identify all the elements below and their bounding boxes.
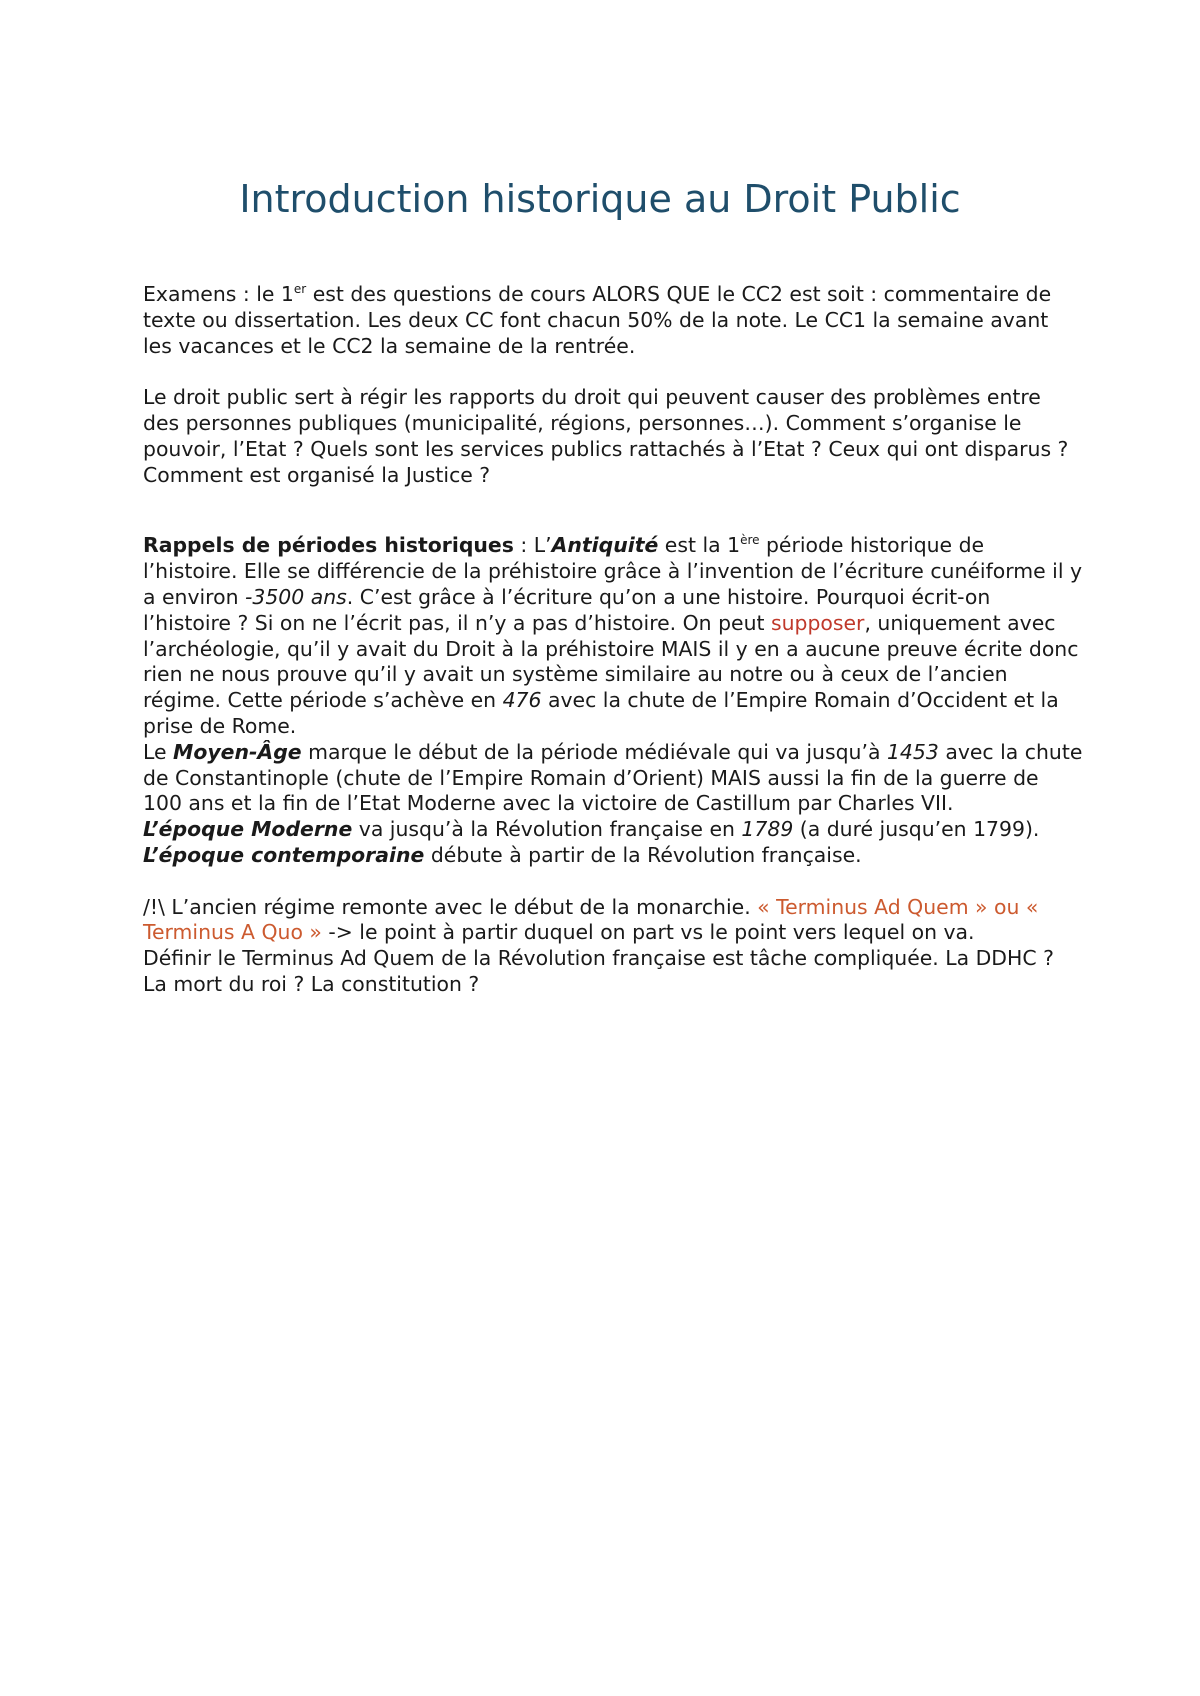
paragraph-epoque-moderne bbox=[143, 817, 1083, 843]
spacer bbox=[143, 359, 1083, 385]
paragraph-terminus-revolution: Définir le Terminus Ad Quem de la Révolution française est tâche compliquée. La DDHC ? La mort du roi ? La constitution ? bbox=[143, 946, 1054, 996]
date-text: -3500 ans bbox=[245, 584, 347, 609]
paragraph-antiquite bbox=[143, 533, 1083, 739]
highlight-supposer: supposer bbox=[770, 610, 865, 635]
text: va jusqu’à la Révolution française en bbox=[352, 817, 742, 842]
text: est la 1 bbox=[658, 533, 741, 558]
paragraph-exams bbox=[143, 282, 1083, 359]
spacer bbox=[143, 869, 1083, 895]
date-text: 1453 bbox=[886, 739, 939, 764]
term-moyen-age: Moyen-Âge bbox=[173, 739, 302, 764]
text: /!\ L’ancien régime remonte avec le début de la monarchie. bbox=[143, 894, 758, 919]
paragraph-moyen-age bbox=[143, 740, 1083, 817]
page-title: Introduction historique au Droit Public bbox=[239, 177, 961, 221]
term-epoque-moderne: L’époque Moderne bbox=[143, 817, 353, 842]
text: : L’ bbox=[513, 533, 552, 558]
term-epoque-contemporaine: L’époque contemporaine bbox=[143, 842, 425, 867]
text: . C’est grâce à l’écriture qu’on a une histoire. Pourquoi écrit-on l’histoire ? Si on ne l’écrit pas, il n’y a pas d’histoire. On peut bbox=[143, 584, 991, 635]
paragraph-epoque-contemporaine bbox=[143, 843, 1083, 869]
highlight-terminus: « Terminus Ad Quem » ou « Terminus A Quo » bbox=[143, 894, 1039, 945]
text: débute à partir de la Révolution française. bbox=[424, 842, 862, 867]
text: , uniquement avec l’archéologie, qu’il y avait du Droit à la préhistoire MAIS il y en a aucune preuve écrite donc rien ne nous prouve qu’il y avait un système similaire au notre ou à ceux de l’ancien régime. Cette période s’achève en bbox=[143, 610, 1079, 713]
text: Le bbox=[143, 739, 174, 764]
date-text: 1789 bbox=[741, 817, 794, 842]
document-body bbox=[143, 282, 1083, 998]
text: avec la chute de l’Empire Romain d’Occident et la prise de Rome. bbox=[143, 688, 1059, 738]
text: -> le point à partir duquel on part vs le point vers lequel on va. bbox=[321, 920, 975, 945]
section-heading: Rappels de périodes historiques bbox=[143, 533, 514, 558]
text: avec la chute de Constantinople (chute de l’Empire Romain d’Orient) MAIS aussi la fin de la guerre de 100 ans et la fin de l’Etat Moderne avec la victoire de Castillum par Charles VII. bbox=[143, 739, 1083, 816]
superscript: ère bbox=[740, 533, 760, 548]
text: Examens : le 1 bbox=[143, 282, 294, 306]
term-antiquite: Antiquité bbox=[551, 533, 659, 558]
text: (a duré jusqu’en 1799). bbox=[793, 817, 1040, 842]
paragraph-droit-public: Le droit public sert à régir les rapports du droit qui peuvent causer des problèmes entre des personnes publiques (municipalité, régions, personnes…). Comment s’organise le pouvoir, l’Etat ? Quels sont les services publics rattachés à l’Etat ? Ceux qui ont disparus ? Comment est organisé la Justice ? bbox=[143, 385, 1069, 487]
date-text: 476 bbox=[502, 688, 542, 713]
text: marque le début de la période médiévale qui va jusqu’à bbox=[301, 739, 887, 764]
text: période historique de l’histoire. Elle se différencie de la préhistoire grâce à l’invention de l’écriture cunéiforme il y a environ bbox=[143, 533, 1083, 609]
spacer bbox=[143, 488, 1083, 533]
superscript: er bbox=[293, 282, 307, 297]
text: est des questions de cours ALORS QUE le CC2 est soit : commentaire de texte ou dissertation. Les deux CC font chacun 50% de la note. Le CC1 la semaine avant les vacances et le CC2 la semaine de la rentrée. bbox=[143, 282, 1052, 358]
paragraph-ancien-regime bbox=[143, 895, 1083, 947]
